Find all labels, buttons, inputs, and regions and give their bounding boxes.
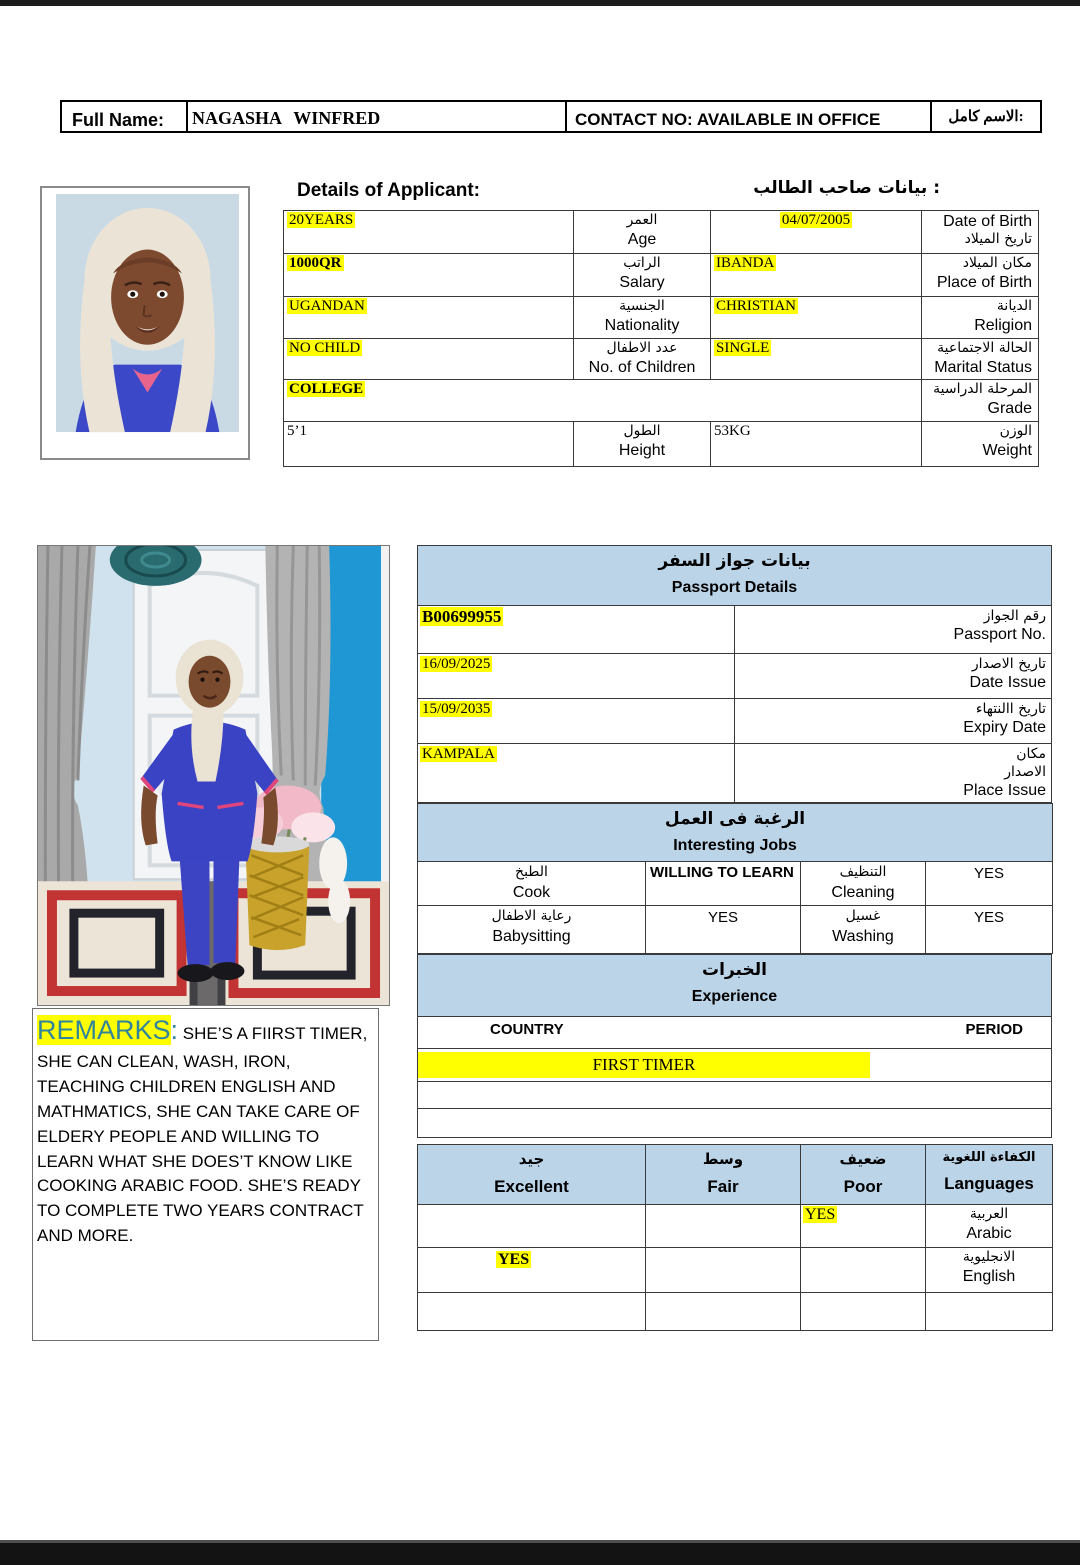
birthplace-label-cell: مكان الميلاد Place of Birth	[922, 254, 1039, 297]
experience-section-header	[418, 955, 1052, 1017]
birthplace-value: IBANDA	[716, 255, 775, 271]
experience-entry-row	[418, 1049, 1052, 1082]
passport-title-english: Passport Details	[671, 579, 798, 596]
details-title-arabic: بيانات صاحب الطالب :	[753, 178, 940, 198]
religion-value: CHRISTIAN	[716, 298, 797, 314]
expiry-date-value: 15/09/2035	[422, 701, 491, 717]
interesting-jobs-table	[417, 803, 1053, 954]
full-name-header-table	[60, 100, 1042, 133]
country-header: COUNTRY	[490, 1021, 564, 1039]
contact-no-label: CONTACT NO: AVAILABLE IN OFFICE	[566, 101, 931, 132]
english-excellent-cell	[418, 1248, 646, 1293]
right-column	[417, 545, 1052, 1331]
weight-label-cell: الوزن Weight	[922, 422, 1039, 467]
full-name-value: NAGASHA WINFRED	[192, 108, 381, 128]
nationality-value: UGANDAN	[289, 298, 365, 314]
marital-value: SINGLE	[716, 340, 770, 356]
marital-value-cell	[711, 339, 922, 380]
remarks-box	[32, 1008, 379, 1341]
fair-column-header: وسط Fair	[646, 1145, 801, 1205]
salary-label-cell: الراتب Salary	[574, 254, 711, 297]
headshot-illustration	[56, 194, 239, 444]
jobs-section-header	[418, 804, 1053, 862]
cook-label-cell: الطبخ Cook	[418, 862, 646, 906]
scan-bottom-edge	[0, 1540, 1080, 1565]
arabic-poor-cell	[801, 1205, 926, 1248]
applicant-details-table	[283, 210, 1039, 467]
children-label-cell: عدد الاطفال No. of Children	[574, 339, 711, 380]
languages-empty-cell	[801, 1293, 926, 1331]
age-label-cell: العمر Age	[574, 211, 711, 254]
full-name-value-cell	[187, 101, 566, 132]
languages-column-header: الكفاءة اللغوية Languages	[926, 1145, 1053, 1205]
weight-value: 53KG	[714, 423, 751, 439]
religion-label-cell: الديانة Religion	[922, 297, 1039, 339]
passport-no-value-cell	[418, 606, 735, 654]
dob-value-cell	[711, 211, 922, 254]
applicant-headshot-photo	[40, 186, 250, 460]
passport-no-label-cell: رقم الجواز Passport No.	[735, 606, 1052, 654]
applicant-fullbody-photo	[37, 545, 390, 1006]
remarks-label: REMARKS	[37, 1015, 171, 1045]
dob-label-cell: Date of Birth تاريخ الميلاد	[922, 211, 1039, 254]
place-issue-label-cell: مكان الاصدار Place Issue	[735, 744, 1052, 803]
full-name-label: Full Name:	[61, 101, 187, 132]
height-label-cell: الطول Height	[574, 422, 711, 467]
birthplace-value-cell	[711, 254, 922, 297]
salary-value: 1000QR	[289, 255, 342, 271]
languages-empty-cell	[646, 1293, 801, 1331]
languages-empty-cell	[418, 1293, 646, 1331]
cleaning-label-cell: التنظيف Cleaning	[801, 862, 926, 906]
period-header: PERIOD	[965, 1021, 1023, 1039]
washing-label-cell: غسيل Washing	[801, 906, 926, 954]
height-value: 5’1	[287, 423, 307, 439]
place-issue-value: KAMPALA	[422, 746, 495, 762]
english-poor-cell	[801, 1248, 926, 1293]
babysitting-label-cell: رعاية الاطفال Babysitting	[418, 906, 646, 954]
babysitting-value: YES	[646, 906, 801, 954]
remarks-text: SHE’S A FIIRST TIMER, SHE CAN CLEAN, WASH, IRON, TEACHING CHILDREN ENGLISH AND MATHMATICS, SHE CAN TAKE CARE OF ELDERY PEOPLE AND WILLING TO LEARN WHAT SHE DOES’T KNOW LIKE COOKING ARABIC FOOD. SHE’S READY TO COMPLETE TWO YEARS CONTRACT AND MORE.	[37, 1024, 368, 1246]
experience-empty-row	[418, 1082, 1052, 1109]
marital-label-cell: الحالة الاجتماعية Marital Status	[922, 339, 1039, 380]
salary-value-cell	[284, 254, 574, 297]
details-title: Details of Applicant:	[297, 180, 480, 201]
washing-value: YES	[926, 906, 1053, 954]
languages-table	[417, 1144, 1053, 1331]
arabic-excellent-cell	[418, 1205, 646, 1248]
fullbody-illustration	[38, 546, 389, 1005]
passport-no-value: B00699955	[422, 607, 502, 626]
date-issue-value: 16/09/2025	[422, 656, 491, 672]
full-name-label-arabic: الاسم كامل:	[931, 101, 1041, 132]
experience-table	[417, 954, 1052, 1138]
expiry-date-label-cell: تاريخ االنتهاء Expiry Date	[735, 699, 1052, 744]
experience-columns-row	[418, 1017, 1052, 1049]
date-issue-label-cell: تاريخ الاصدار Date Issue	[735, 654, 1052, 699]
weight-value-cell	[711, 422, 922, 467]
experience-title-english: Experience	[691, 988, 778, 1006]
grade-label-cell: المرحلة الدراسية Grade	[922, 380, 1039, 422]
remarks-colon: :	[170, 1015, 179, 1045]
children-value: NO CHILD	[289, 340, 361, 356]
cook-value: WILLING TO LEARN	[646, 862, 801, 906]
dob-value: 04/07/2005	[781, 212, 851, 228]
age-value: 20YEARS	[289, 212, 354, 228]
passport-title-arabic: بيانات جواز السفر	[658, 551, 811, 571]
expiry-date-value-cell	[418, 699, 735, 744]
experience-entry: FIRST TIMER	[418, 1052, 870, 1078]
jobs-title-arabic: الرغبة فى العمل	[664, 809, 806, 830]
excellent-column-header: جيد Excellent	[418, 1145, 646, 1205]
height-value-cell	[284, 422, 574, 467]
languages-empty-cell	[926, 1293, 1053, 1331]
english-fair-cell	[646, 1248, 801, 1293]
religion-value-cell	[711, 297, 922, 339]
scan-top-edge	[0, 0, 1080, 6]
date-issue-value-cell	[418, 654, 735, 699]
children-value-cell	[284, 339, 574, 380]
passport-details-table	[417, 545, 1052, 803]
nationality-label-cell: الجنسية Nationality	[574, 297, 711, 339]
english-excellent-value: YES	[498, 1251, 530, 1269]
arabic-poor-value: YES	[805, 1206, 836, 1224]
passport-section-header	[418, 546, 1052, 606]
poor-column-header: ضعيف Poor	[801, 1145, 926, 1205]
age-value-cell	[284, 211, 574, 254]
experience-title-arabic: الخبرات	[702, 960, 767, 981]
grade-value-cell	[284, 380, 922, 422]
grade-value: COLLEGE	[289, 381, 364, 397]
nationality-value-cell	[284, 297, 574, 339]
arabic-fair-cell	[646, 1205, 801, 1248]
experience-empty-row	[418, 1109, 1052, 1138]
place-issue-value-cell	[418, 744, 735, 803]
jobs-title-english: Interesting Jobs	[673, 837, 797, 855]
arabic-language-cell: العربية Arabic	[926, 1205, 1053, 1248]
english-language-cell: الانجليوية English	[926, 1248, 1053, 1293]
cleaning-value: YES	[926, 862, 1053, 906]
